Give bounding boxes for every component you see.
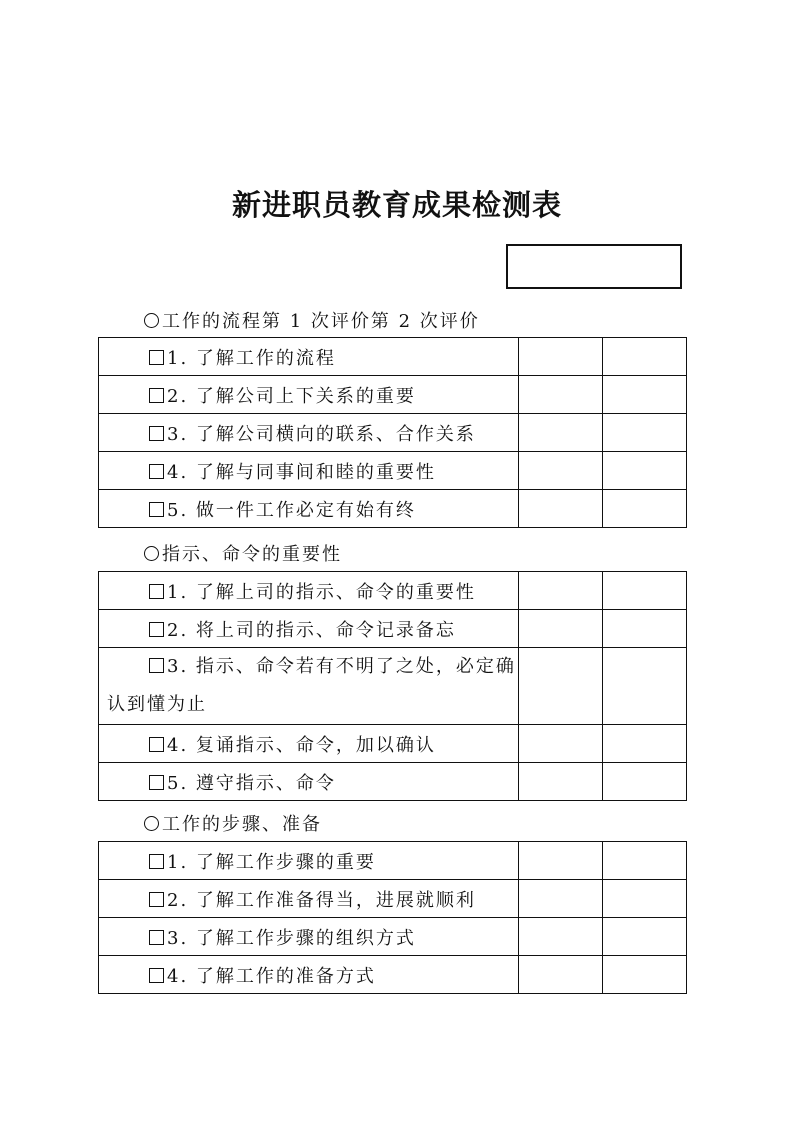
first-evaluation-cell[interactable] <box>519 376 603 414</box>
checkbox-icon[interactable] <box>149 968 164 983</box>
first-evaluation-cell[interactable] <box>519 880 603 918</box>
checkbox-icon[interactable] <box>149 426 164 441</box>
table-row: 1. 了解上司的指示、命令的重要性 <box>99 572 687 610</box>
table-row: 3. 了解工作步骤的组织方式 <box>99 918 687 956</box>
checklist-table-steps <box>98 841 687 994</box>
second-evaluation-cell[interactable] <box>603 338 687 376</box>
checkbox-icon[interactable] <box>149 930 164 945</box>
checkbox-icon[interactable] <box>149 502 164 517</box>
second-evaluation-cell[interactable] <box>603 880 687 918</box>
checkbox-icon[interactable] <box>149 388 164 403</box>
table-row: 4. 复诵指示、命令，加以确认 <box>99 725 687 763</box>
table-row: 2. 将上司的指示、命令记录备忘 <box>99 610 687 648</box>
table-row: 5. 做一件工作必定有始有终 <box>99 490 687 528</box>
checkbox-icon[interactable] <box>149 622 164 637</box>
second-evaluation-cell[interactable] <box>603 918 687 956</box>
table-row: 4. 了解工作的准备方式 <box>99 956 687 994</box>
checkbox-icon[interactable] <box>149 737 164 752</box>
first-evaluation-cell[interactable] <box>519 842 603 880</box>
table-row: 2. 了解公司上下关系的重要 <box>99 376 687 414</box>
first-evaluation-cell[interactable] <box>519 572 603 610</box>
second-evaluation-cell[interactable] <box>603 763 687 801</box>
table-row: 3. 了解公司横向的联系、合作关系 <box>99 414 687 452</box>
second-evaluation-cell[interactable] <box>603 490 687 528</box>
table-row: 1. 了解工作的流程 <box>99 338 687 376</box>
first-evaluation-cell[interactable] <box>519 490 603 528</box>
score-box[interactable] <box>506 244 682 289</box>
second-evaluation-cell[interactable] <box>603 725 687 763</box>
second-evaluation-cell[interactable] <box>603 648 687 725</box>
first-evaluation-cell[interactable] <box>519 338 603 376</box>
checkbox-icon[interactable] <box>149 775 164 790</box>
second-evaluation-cell[interactable] <box>603 610 687 648</box>
checkbox-icon[interactable] <box>149 854 164 869</box>
checkbox-icon[interactable] <box>149 584 164 599</box>
circle-bullet-icon <box>144 816 159 831</box>
section-heading-steps: 工作的步骤、准备 <box>144 810 322 836</box>
second-evaluation-cell[interactable] <box>603 572 687 610</box>
first-evaluation-cell[interactable] <box>519 452 603 490</box>
checkbox-icon[interactable] <box>149 658 164 673</box>
circle-bullet-icon <box>144 546 159 561</box>
first-evaluation-cell[interactable] <box>519 648 603 725</box>
table-row: 4. 了解与同事间和睦的重要性 <box>99 452 687 490</box>
checkbox-icon[interactable] <box>149 464 164 479</box>
table-row: 3. 指示、命令若有不明了之处，必定确认到懂为止 <box>99 648 687 725</box>
section-heading-instructions: 指示、命令的重要性 <box>144 540 342 566</box>
second-evaluation-cell[interactable] <box>603 414 687 452</box>
first-evaluation-cell[interactable] <box>519 725 603 763</box>
table-row: 1. 了解工作步骤的重要 <box>99 842 687 880</box>
first-evaluation-cell[interactable] <box>519 414 603 452</box>
page-title: 新进职员教育成果检测表 <box>231 188 562 222</box>
second-evaluation-cell[interactable] <box>603 956 687 994</box>
table-row: 5. 遵守指示、命令 <box>99 763 687 801</box>
section-heading-workflow: 工作的流程第 1 次评价第 2 次评价 <box>144 307 480 333</box>
checklist-table-instructions <box>98 571 687 801</box>
first-evaluation-cell[interactable] <box>519 918 603 956</box>
second-evaluation-cell[interactable] <box>603 376 687 414</box>
first-evaluation-cell[interactable] <box>519 610 603 648</box>
second-evaluation-cell[interactable] <box>603 842 687 880</box>
first-evaluation-cell[interactable] <box>519 763 603 801</box>
first-evaluation-cell[interactable] <box>519 956 603 994</box>
checkbox-icon[interactable] <box>149 350 164 365</box>
second-evaluation-cell[interactable] <box>603 452 687 490</box>
checklist-table-workflow <box>98 337 687 528</box>
table-row: 2. 了解工作准备得当，进展就顺利 <box>99 880 687 918</box>
checkbox-icon[interactable] <box>149 892 164 907</box>
circle-bullet-icon <box>144 313 159 328</box>
